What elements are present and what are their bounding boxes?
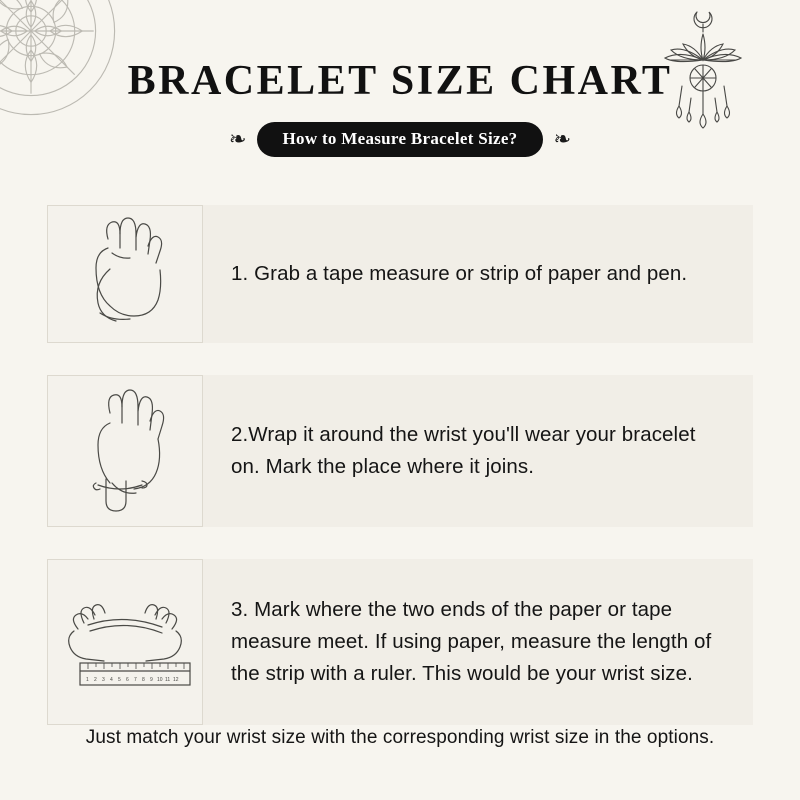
list-item bbox=[47, 375, 753, 527]
flourish-left-icon: ❧ bbox=[228, 127, 247, 151]
svg-text:2: 2 bbox=[94, 677, 97, 683]
steps-list bbox=[47, 205, 753, 757]
step-text: 3. Mark where the two ends of the paper or tape measure meet. If using paper, measure the length of the strip with a ruler. This would be your wrist size. bbox=[231, 598, 712, 685]
svg-text:11: 11 bbox=[165, 677, 171, 683]
svg-text:12: 12 bbox=[173, 677, 179, 683]
svg-text:4: 4 bbox=[110, 677, 113, 683]
svg-text:9: 9 bbox=[150, 677, 153, 683]
flourish-right-icon: ❧ bbox=[553, 127, 572, 151]
list-item bbox=[47, 559, 753, 725]
hand-wrapping-tape-around-wrist-illustration bbox=[47, 375, 203, 527]
subtitle-badge: How to Measure Bracelet Size? bbox=[257, 122, 544, 157]
footer-note: Just match your wrist size with the corresponding wrist size in the options. bbox=[85, 727, 715, 748]
svg-text:5: 5 bbox=[118, 677, 121, 683]
page-title: BRACELET SIZE CHART bbox=[127, 58, 673, 104]
step-text: 1. Grab a tape measure or strip of paper and pen. bbox=[231, 262, 688, 286]
svg-text:8: 8 bbox=[142, 677, 145, 683]
svg-text:7: 7 bbox=[134, 677, 137, 683]
svg-text:1: 1 bbox=[86, 677, 89, 683]
svg-text:3: 3 bbox=[102, 677, 105, 683]
list-item bbox=[47, 205, 753, 343]
hands-measuring-strip-with-ruler-illustration bbox=[47, 559, 203, 725]
svg-text:10: 10 bbox=[157, 677, 163, 683]
svg-text:6: 6 bbox=[126, 677, 129, 683]
subtitle-row bbox=[0, 122, 800, 157]
hand-holding-tape-illustration bbox=[47, 205, 203, 343]
step-text: 2.Wrap it around the wrist you'll wear your bracelet on. Mark the place where it joins. bbox=[231, 423, 696, 478]
